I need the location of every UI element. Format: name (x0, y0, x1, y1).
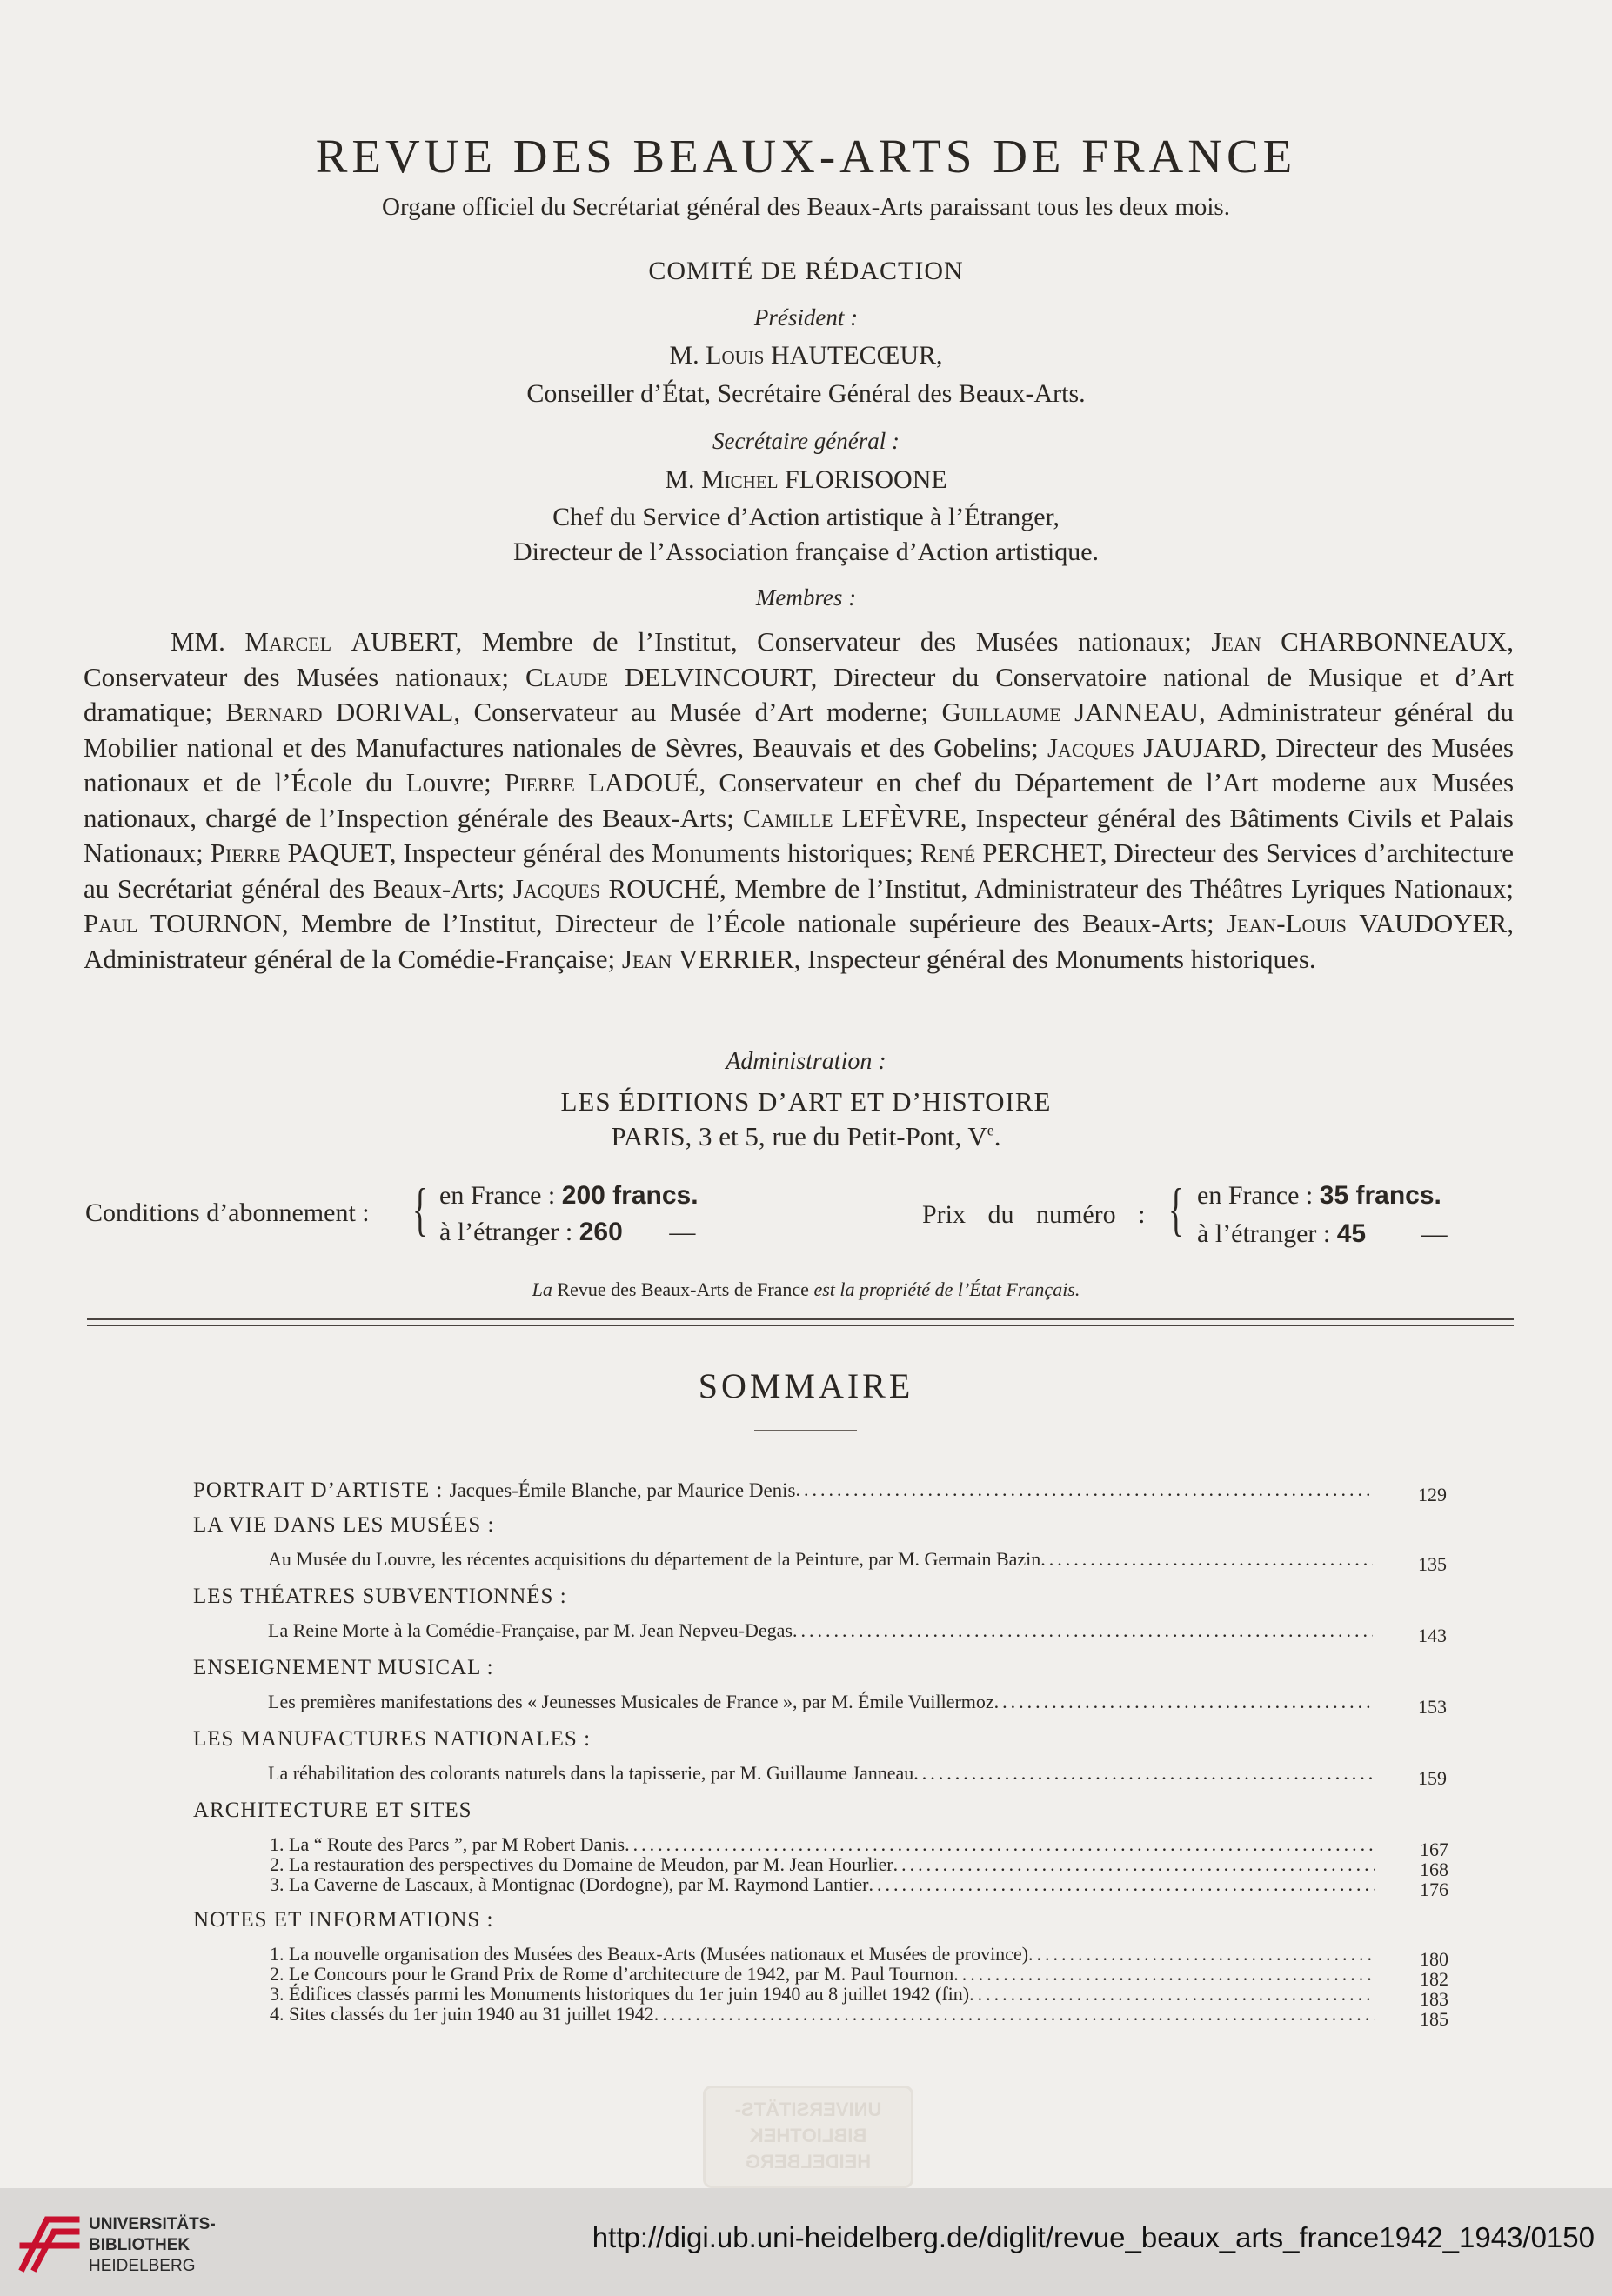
member-last-name: JANNEAU (1074, 697, 1200, 727)
member-role: , Administrateur général de la Comédie-Française; (84, 908, 1514, 974)
ownership-part-2: Revue des Beaux-Arts de France (557, 1278, 809, 1300)
member-entry (84, 908, 1227, 938)
toc-leader-dots (654, 2003, 1375, 2026)
footer-bar (0, 2188, 1612, 2296)
administration-name: LES ÉDITIONS D’ART ET D’HISTOIRE (560, 1086, 1052, 1117)
member-entry (225, 697, 941, 727)
member-last-name: LEFÈVRE (841, 802, 960, 833)
member-first-name: Jean-Louis (1227, 908, 1360, 938)
member-first-name: Guillaume (941, 697, 1075, 727)
library-name-line-2: BIBLIOTHEK (89, 2236, 191, 2254)
member-entry (622, 944, 1316, 974)
member-first-name: Pierre (504, 767, 589, 798)
member-first-name: Jean (1211, 626, 1281, 657)
address-superscript: e (987, 1121, 994, 1139)
secretary-role-2: Directeur de l’Association française d’Action artistique. (512, 537, 1100, 566)
member-entry (244, 626, 1211, 657)
members-intro: MM. (171, 626, 245, 657)
toc-section-title: NOTES ET INFORMATIONS : (193, 1908, 494, 1932)
issue-price-brace: { (1168, 1176, 1184, 1242)
toc-section-title: PORTRAIT D’ARTISTE : (193, 1478, 450, 1502)
stamp-line-1: UNIVERSITÄTS- (734, 2099, 882, 2120)
library-stamp (703, 2086, 913, 2188)
toc-leader-dots (793, 1619, 1373, 1642)
member-first-name: Jacques (1047, 731, 1144, 763)
member-last-name: TOURNON (150, 908, 282, 938)
member-first-name: Marcel (244, 626, 351, 657)
president-role: Conseiller d’État, Secrétaire Général des Beaux-Arts. (526, 379, 1086, 408)
ownership-part-1: La (532, 1278, 552, 1300)
stamp-line-2: BIBLIOTHEK (749, 2125, 867, 2146)
member-last-name: PAQUET (287, 838, 390, 868)
member-last-name: JAUJARD (1143, 731, 1261, 763)
issue-abroad-dash: — (1421, 1219, 1448, 1248)
member-role: , Directeur des Musées nationaux et de l’École du Louvre; (84, 731, 1514, 798)
member-last-name: ROUCHÉ (608, 872, 719, 904)
member-role: , Conservateur au Musée d’Art moderne; (453, 697, 942, 727)
toc-section-title: LES MANUFACTURES NATIONALES : (193, 1727, 592, 1751)
subtitle: Organe officiel du Secrétariat général des Beaux-Arts paraissant tous les deux mois. (382, 193, 1230, 221)
toc-entry-text: La réhabilitation des colorants naturels dans la tapisserie, par M. Guillaume Janneau (268, 1762, 914, 1784)
toc-page-number: 143 (1418, 1625, 1447, 1646)
issue-abroad-price: 45 (1336, 1219, 1367, 1248)
member-first-name: Bernard (225, 697, 336, 727)
subscription-france-label: en France : (439, 1181, 556, 1210)
subscription-abroad-label: à l’étranger : (439, 1218, 573, 1246)
issue-price-abroad (1197, 1219, 1448, 1249)
library-name (89, 2214, 216, 2277)
member-first-name: Jean (621, 943, 679, 974)
issue-price-france (1197, 1181, 1441, 1211)
toc-entry-text: Au Musée du Louvre, les récentes acquisitions du département de la Peinture, par M. Germain Bazin (268, 1548, 1041, 1570)
issue-abroad-label: à l’étranger : (1197, 1219, 1331, 1248)
toc-entry (268, 1548, 1447, 1575)
member-first-name: Claude (525, 661, 625, 692)
member-role: , Conservateur des Musées nationaux; (84, 626, 1514, 692)
toc-page-number: 176 (1420, 1879, 1448, 1900)
secretary-label: Secrétaire général : (712, 428, 900, 454)
member-first-name: Jacques (512, 872, 609, 904)
secretary-prefix: M. (665, 465, 695, 494)
toc-leader-dots (1040, 1548, 1373, 1571)
member-last-name: CHARBONNEAUX (1281, 626, 1508, 657)
member-entry (211, 838, 920, 868)
toc-entry-text: Les premières manifestations des « Jeunesses Musicales de France », par M. Émile Vuillermoz (268, 1691, 994, 1712)
subscription-brace: { (412, 1176, 428, 1242)
toc-entry-text: 4. Sites classés du 1er juin 1940 au 31 juillet 1942 (270, 2003, 654, 2025)
president-prefix: M. (669, 341, 699, 370)
member-first-name: Paul (84, 908, 150, 938)
toc-leader-dots (796, 1478, 1374, 1503)
university-library-logo-icon (16, 2207, 82, 2275)
toc-page-number: 159 (1418, 1767, 1447, 1789)
issue-price-label: Prix du numéro : (922, 1200, 1146, 1229)
toc-leader-dots (913, 1762, 1373, 1785)
toc-section-title: LA VIE DANS LES MUSÉES : (193, 1513, 495, 1537)
secretary-first-name: Michel (701, 465, 779, 494)
subscription-france-price: 200 francs. (561, 1181, 699, 1210)
toc-entry (268, 1762, 1447, 1789)
toc-entry-text: 3. La Caverne de Lascaux, à Montignac (Dordogne), par M. Raymond Lantier (270, 1873, 869, 1895)
toc-leader-dots (994, 1691, 1373, 1713)
president-label: Président : (753, 304, 859, 330)
secretary-name (0, 465, 1612, 495)
member-last-name: DORIVAL (335, 697, 454, 727)
member-role: , Conservateur en chef du Département de l’Art moderne aux Musées nationaux, chargé de l’Inspection générale des Beaux-Arts; (84, 767, 1515, 833)
stamp-line-3: HEIDELBERG (745, 2151, 872, 2173)
sommaire-underline (754, 1430, 857, 1431)
member-last-name: VAUDOYER (1359, 908, 1508, 938)
member-role: , Inspecteur général des Monuments historiques; (389, 838, 920, 868)
issue-france-label: en France : (1197, 1181, 1314, 1210)
members-label: Membres : (755, 584, 857, 611)
toc-entry-text: 2. Le Concours pour le Grand Prix de Rome d’architecture de 1942, par M. Paul Tournon (270, 1963, 954, 1985)
member-last-name: LADOUÉ (588, 767, 699, 798)
page-title: REVUE DES BEAUX-ARTS DE FRANCE (315, 130, 1297, 183)
toc-page-number: 168 (1420, 1859, 1448, 1880)
subscription-label: Conditions d’abonnement : (85, 1198, 370, 1227)
library-name-line-1: UNIVERSITÄTS- (89, 2215, 216, 2233)
subscription-abroad-price: 260 (579, 1218, 623, 1246)
members-paragraph (84, 624, 1514, 977)
toc-entry-text: 1. La nouvelle organisation des Musées des Beaux-Arts (Musées nationaux et Musées de province) (270, 1943, 1029, 1965)
ownership-note (0, 1278, 1612, 1301)
toc-entry-text: 2. La restauration des perspectives du Domaine de Meudon, par M. Jean Hourlier (270, 1853, 893, 1875)
member-role: , Inspecteur général des Monuments historiques. (793, 943, 1316, 974)
divider-rule-bottom (87, 1325, 1514, 1326)
toc-entry-text: La Reine Morte à la Comédie-Française, par M. Jean Nepveu-Degas (268, 1619, 793, 1641)
toc-page-number: 185 (1420, 2008, 1448, 2030)
toc-entry-text: 3. Édifices classés parmi les Monuments historiques du 1er juin 1940 au 8 juillet 1942 (fin) (270, 1983, 970, 2005)
issue-france-price: 35 francs. (1319, 1181, 1441, 1210)
administration-address (0, 1121, 1612, 1152)
president-name (0, 341, 1612, 370)
member-role: , Membre de l’Institut, Administrateur des Théâtres Lyriques Nationaux; (719, 872, 1515, 904)
toc-page-number: 153 (1418, 1696, 1447, 1718)
toc-entry (268, 1691, 1447, 1718)
member-first-name: René (920, 838, 983, 868)
member-role: , Membre de l’Institut, Directeur de l’École nationale supérieure des Beaux-Arts; (281, 908, 1227, 938)
member-last-name: PERCHET (982, 838, 1100, 868)
subscription-abroad-dash: — (669, 1218, 696, 1246)
toc-page-number: 129 (1418, 1484, 1447, 1505)
toc-page-number: 183 (1420, 1988, 1448, 2010)
member-role: , Inspecteur général des Bâtiments Civils et Palais Nationaux; (84, 802, 1514, 868)
toc-section-title: ENSEIGNEMENT MUSICAL : (193, 1656, 494, 1679)
toc-entry-text: Jacques-Émile Blanche, par Maurice Denis (449, 1479, 796, 1501)
toc-page-number: 135 (1418, 1553, 1447, 1575)
ownership-part-3: est la propriété de l’État Français. (813, 1278, 1080, 1300)
toc-entry (270, 1873, 1448, 1900)
toc-page-number: 180 (1420, 1948, 1448, 1970)
secretary-role-1: Chef du Service d’Action artistique à l’Étranger, (552, 503, 1060, 531)
address-text: PARIS, 3 et 5, rue du Petit-Pont, V (611, 1121, 987, 1151)
secretary-last-name: FLORISOONE (785, 465, 947, 494)
member-first-name: Camille (742, 802, 842, 833)
toc-entry (193, 1478, 1447, 1505)
member-role: , Membre de l’Institut, Conservateur des Musées nationaux; (455, 626, 1212, 657)
sommaire-heading: SOMMAIRE (698, 1366, 914, 1405)
member-role: , Directeur des Services d’architecture au Secrétariat général des Beaux-Arts; (84, 838, 1515, 904)
toc-section-title: LES THÉATRES SUBVENTIONNÉS : (193, 1585, 567, 1608)
library-stamp-text (706, 2097, 911, 2175)
address-end: . (993, 1121, 1001, 1151)
subscription-abroad (439, 1218, 695, 1247)
toc-entry (268, 1619, 1447, 1646)
committee-heading: COMITÉ DE RÉDACTION (648, 257, 964, 285)
library-name-line-3: HEIDELBERG (89, 2257, 196, 2275)
toc-section-title: ARCHITECTURE ET SITES (193, 1799, 472, 1822)
member-first-name: Pierre (210, 838, 288, 868)
toc-entry (270, 2003, 1448, 2030)
divider-rule-top (87, 1318, 1514, 1320)
member-last-name: AUBERT (351, 626, 456, 657)
toc-leader-dots (869, 1873, 1375, 1896)
member-last-name: VERRIER (678, 943, 794, 974)
toc-entry-text: 1. La “ Route des Parcs ”, par M Robert Danis (270, 1833, 625, 1855)
member-entry (513, 873, 1514, 904)
president-first-name: Louis (706, 341, 765, 370)
administration-label: Administration : (726, 1048, 886, 1075)
source-url-link[interactable]: http://digi.ub.uni-heidelberg.de/diglit/revue_beaux_arts_france1942_1943/0150 (592, 2221, 1595, 2253)
toc-page-number: 182 (1420, 1968, 1448, 1990)
member-role: , Directeur du Conservatoire national de Musique et d’Art dramatique; (84, 661, 1515, 727)
toc-page-number: 167 (1420, 1839, 1448, 1860)
subscription-france (439, 1181, 699, 1211)
president-last-name: HAUTECŒUR, (771, 341, 943, 370)
member-last-name: DELVINCOURT (625, 661, 811, 692)
member-role: , Administrateur général du Mobilier national et des Manufactures nationales de Sèvres, Beauvais et des Gobelins; (84, 697, 1514, 763)
